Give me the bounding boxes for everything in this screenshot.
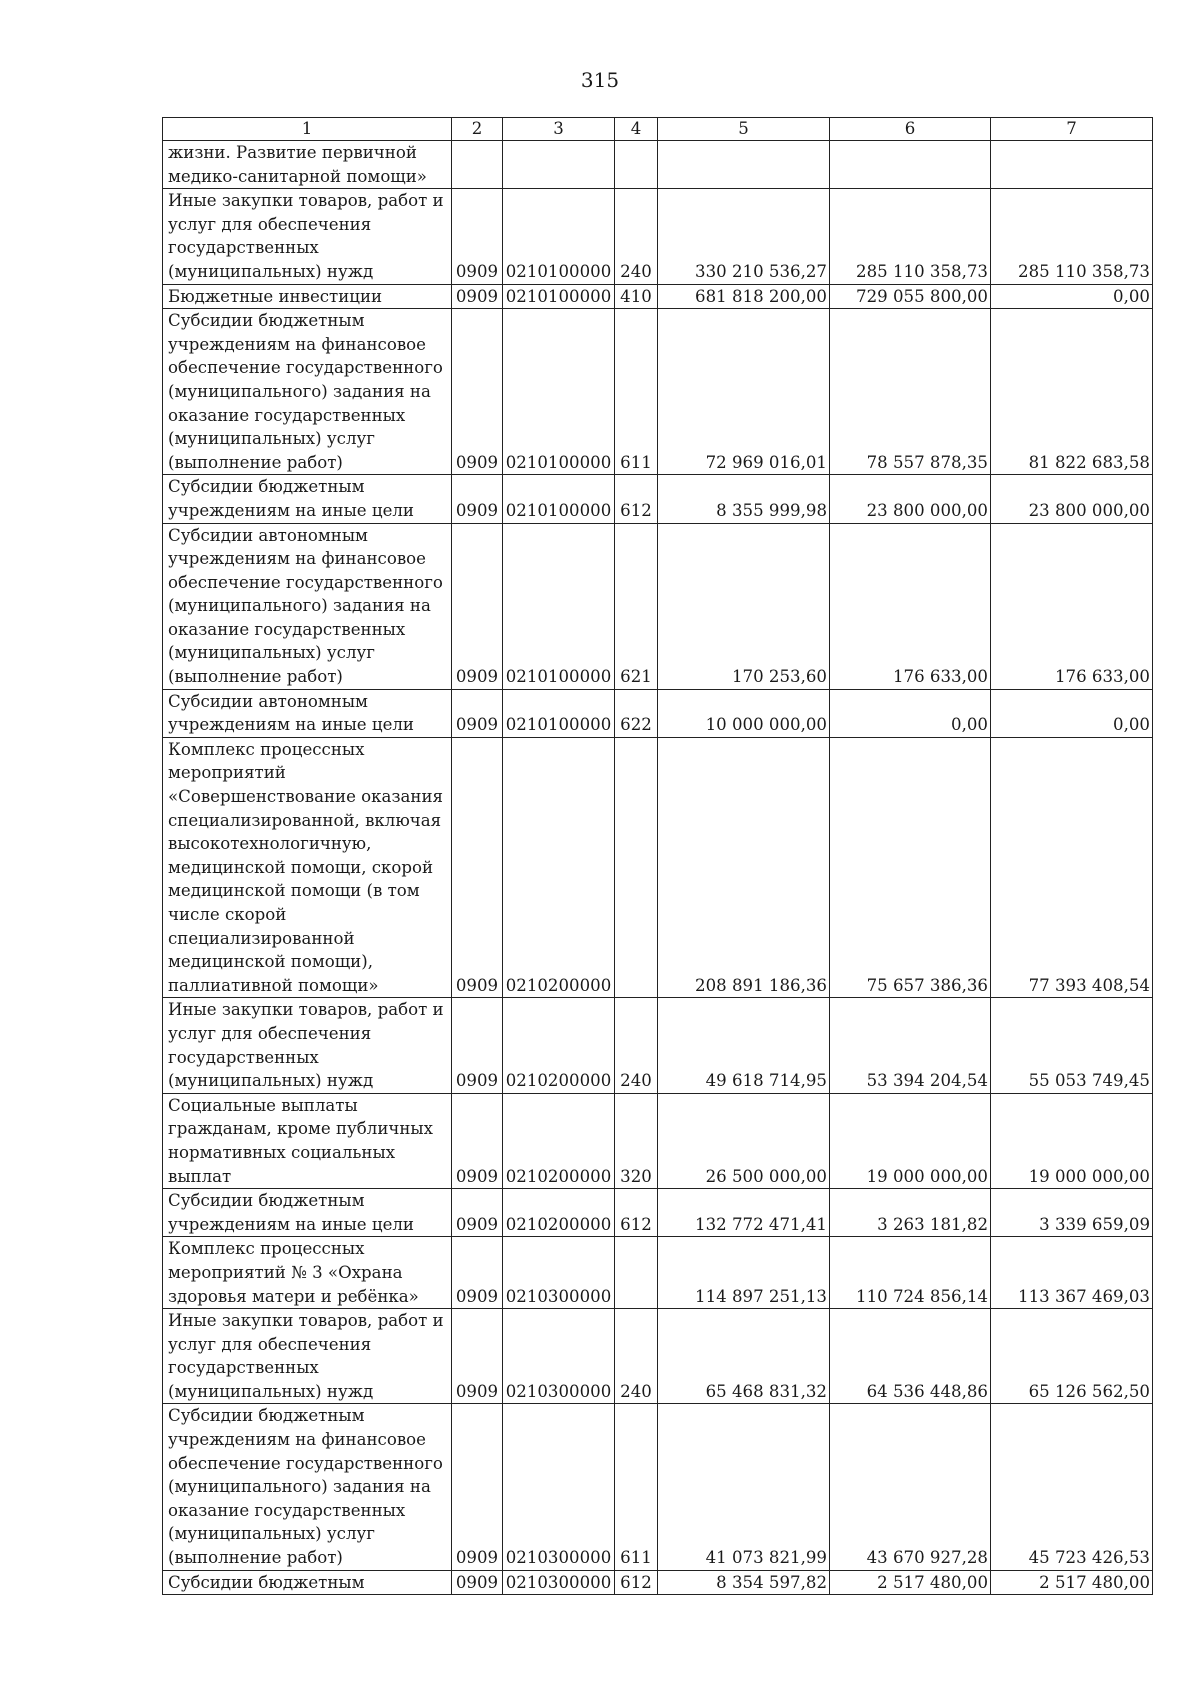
target-article-cell: 0210100000 [503, 689, 615, 737]
amount-col5-cell: 170 253,60 [658, 523, 830, 689]
expense-type-cell: 611 [615, 1404, 658, 1570]
table-row [163, 189, 1153, 284]
amount-col5-cell [658, 141, 830, 189]
amount-col6-cell: 176 633,00 [830, 523, 991, 689]
amount-col5-cell: 681 818 200,00 [658, 284, 830, 309]
expense-type-cell [615, 141, 658, 189]
column-header: 6 [830, 118, 991, 141]
amount-col5-cell: 8 354 597,82 [658, 1570, 830, 1595]
amount-col6-cell: 78 557 878,35 [830, 309, 991, 475]
target-article-cell: 0210200000 [503, 1093, 615, 1188]
target-article-cell: 0210100000 [503, 523, 615, 689]
target-article-cell: 0210100000 [503, 475, 615, 523]
section-code-cell: 0909 [452, 1189, 503, 1237]
expense-name-cell: Субсидии бюджетным учреждениям на иные цели [163, 1189, 452, 1237]
expense-name-cell: Иные закупки товаров, работ и услуг для обеспечения государственных (муниципальных) нужд [163, 189, 452, 284]
target-article-cell: 0210200000 [503, 737, 615, 998]
amount-col6-cell: 2 517 480,00 [830, 1570, 991, 1595]
target-article-cell: 0210300000 [503, 1237, 615, 1309]
amount-col7-cell: 55 053 749,45 [991, 998, 1153, 1093]
expense-type-cell: 410 [615, 284, 658, 309]
table-row [163, 475, 1153, 523]
amount-col7-cell: 2 517 480,00 [991, 1570, 1153, 1595]
table-row [163, 689, 1153, 737]
amount-col5-cell: 72 969 016,01 [658, 309, 830, 475]
expense-name-cell: Бюджетные инвестиции [163, 284, 452, 309]
amount-col5-cell: 65 468 831,32 [658, 1309, 830, 1404]
amount-col5-cell: 10 000 000,00 [658, 689, 830, 737]
amount-col6-cell: 53 394 204,54 [830, 998, 991, 1093]
amount-col6-cell: 285 110 358,73 [830, 189, 991, 284]
expense-name-cell: Комплекс процессных мероприятий «Совершенствование оказания специализированной, включая высокотехнологичную, медицинской помощи, скорой медицинской помощи (в том числе скорой специализированной медицинской помощи), паллиативной помощи» [163, 737, 452, 998]
target-article-cell: 0210300000 [503, 1309, 615, 1404]
expense-name-cell: Субсидии бюджетным учреждениям на иные цели [163, 475, 452, 523]
expense-type-cell: 622 [615, 689, 658, 737]
column-header: 5 [658, 118, 830, 141]
expense-name-cell: Субсидии бюджетным учреждениям на финансовое обеспечение государственного (муниципального) задания на оказание государственных (муниципальных) услуг (выполнение работ) [163, 1404, 452, 1570]
table-row [163, 1309, 1153, 1404]
table-row [163, 1237, 1153, 1309]
table-row [163, 1093, 1153, 1188]
target-article-cell: 0210100000 [503, 189, 615, 284]
amount-col7-cell: 19 000 000,00 [991, 1093, 1153, 1188]
target-article-cell: 0210200000 [503, 1189, 615, 1237]
amount-col7-cell: 3 339 659,09 [991, 1189, 1153, 1237]
amount-col7-cell: 77 393 408,54 [991, 737, 1153, 998]
section-code-cell: 0909 [452, 475, 503, 523]
section-code-cell: 0909 [452, 737, 503, 998]
amount-col7-cell [991, 141, 1153, 189]
table-row [163, 1570, 1153, 1595]
expense-name-cell: Субсидии автономным учреждениям на иные цели [163, 689, 452, 737]
amount-col6-cell: 729 055 800,00 [830, 284, 991, 309]
column-header: 1 [163, 118, 452, 141]
amount-col6-cell: 43 670 927,28 [830, 1404, 991, 1570]
section-code-cell: 0909 [452, 689, 503, 737]
table-row [163, 1189, 1153, 1237]
section-code-cell: 0909 [452, 1237, 503, 1309]
expense-name-cell: Субсидии бюджетным [163, 1570, 452, 1595]
amount-col5-cell: 41 073 821,99 [658, 1404, 830, 1570]
section-code-cell [452, 141, 503, 189]
amount-col7-cell: 81 822 683,58 [991, 309, 1153, 475]
expense-type-cell [615, 737, 658, 998]
expense-name-cell: жизни. Развитие первичной медико-санитарной помощи» [163, 141, 452, 189]
table-row [163, 284, 1153, 309]
amount-col7-cell: 23 800 000,00 [991, 475, 1153, 523]
section-code-cell: 0909 [452, 1570, 503, 1595]
table-row [163, 1404, 1153, 1570]
target-article-cell: 0210200000 [503, 998, 615, 1093]
expense-type-cell: 612 [615, 1570, 658, 1595]
target-article-cell: 0210100000 [503, 309, 615, 475]
expense-type-cell: 240 [615, 1309, 658, 1404]
column-header: 4 [615, 118, 658, 141]
amount-col6-cell: 19 000 000,00 [830, 1093, 991, 1188]
column-header: 2 [452, 118, 503, 141]
expense-type-cell: 240 [615, 998, 658, 1093]
section-code-cell: 0909 [452, 523, 503, 689]
target-article-cell: 0210300000 [503, 1404, 615, 1570]
table-header-row [163, 118, 1153, 141]
section-code-cell: 0909 [452, 1093, 503, 1188]
table-row [163, 523, 1153, 689]
expense-name-cell: Иные закупки товаров, работ и услуг для обеспечения государственных (муниципальных) нужд [163, 1309, 452, 1404]
amount-col7-cell: 285 110 358,73 [991, 189, 1153, 284]
amount-col5-cell: 132 772 471,41 [658, 1189, 830, 1237]
amount-col6-cell: 3 263 181,82 [830, 1189, 991, 1237]
amount-col5-cell: 26 500 000,00 [658, 1093, 830, 1188]
amount-col7-cell: 45 723 426,53 [991, 1404, 1153, 1570]
amount-col7-cell: 176 633,00 [991, 523, 1153, 689]
expense-name-cell: Субсидии бюджетным учреждениям на финансовое обеспечение государственного (муниципального) задания на оказание государственных (муниципальных) услуг (выполнение работ) [163, 309, 452, 475]
expense-type-cell: 240 [615, 189, 658, 284]
section-code-cell: 0909 [452, 998, 503, 1093]
target-article-cell [503, 141, 615, 189]
budget-table [162, 117, 1153, 1595]
amount-col5-cell: 330 210 536,27 [658, 189, 830, 284]
expense-name-cell: Иные закупки товаров, работ и услуг для обеспечения государственных (муниципальных) нужд [163, 998, 452, 1093]
amount-col6-cell: 110 724 856,14 [830, 1237, 991, 1309]
amount-col5-cell: 208 891 186,36 [658, 737, 830, 998]
section-code-cell: 0909 [452, 1309, 503, 1404]
amount-col6-cell: 64 536 448,86 [830, 1309, 991, 1404]
section-code-cell: 0909 [452, 189, 503, 284]
amount-col5-cell: 49 618 714,95 [658, 998, 830, 1093]
target-article-cell: 0210100000 [503, 284, 615, 309]
table-row [163, 737, 1153, 998]
column-header: 3 [503, 118, 615, 141]
amount-col7-cell: 65 126 562,50 [991, 1309, 1153, 1404]
section-code-cell: 0909 [452, 284, 503, 309]
table-row [163, 998, 1153, 1093]
amount-col5-cell: 114 897 251,13 [658, 1237, 830, 1309]
amount-col6-cell: 0,00 [830, 689, 991, 737]
expense-name-cell: Социальные выплаты гражданам, кроме публичных нормативных социальных выплат [163, 1093, 452, 1188]
expense-type-cell [615, 1237, 658, 1309]
table-row [163, 141, 1153, 189]
amount-col7-cell: 0,00 [991, 689, 1153, 737]
amount-col6-cell: 23 800 000,00 [830, 475, 991, 523]
target-article-cell: 0210300000 [503, 1570, 615, 1595]
expense-type-cell: 612 [615, 1189, 658, 1237]
table-row [163, 309, 1153, 475]
amount-col5-cell: 8 355 999,98 [658, 475, 830, 523]
expense-type-cell: 320 [615, 1093, 658, 1188]
expense-name-cell: Субсидии автономным учреждениям на финансовое обеспечение государственного (муниципального) задания на оказание государственных (муниципальных) услуг (выполнение работ) [163, 523, 452, 689]
amount-col6-cell: 75 657 386,36 [830, 737, 991, 998]
section-code-cell: 0909 [452, 1404, 503, 1570]
expense-type-cell: 612 [615, 475, 658, 523]
amount-col6-cell [830, 141, 991, 189]
section-code-cell: 0909 [452, 309, 503, 475]
expense-name-cell: Комплекс процессных мероприятий № 3 «Охрана здоровья матери и ребёнка» [163, 1237, 452, 1309]
amount-col7-cell: 113 367 469,03 [991, 1237, 1153, 1309]
page-number: 315 [580, 68, 620, 92]
column-header: 7 [991, 118, 1153, 141]
amount-col7-cell: 0,00 [991, 284, 1153, 309]
expense-type-cell: 611 [615, 309, 658, 475]
expense-type-cell: 621 [615, 523, 658, 689]
